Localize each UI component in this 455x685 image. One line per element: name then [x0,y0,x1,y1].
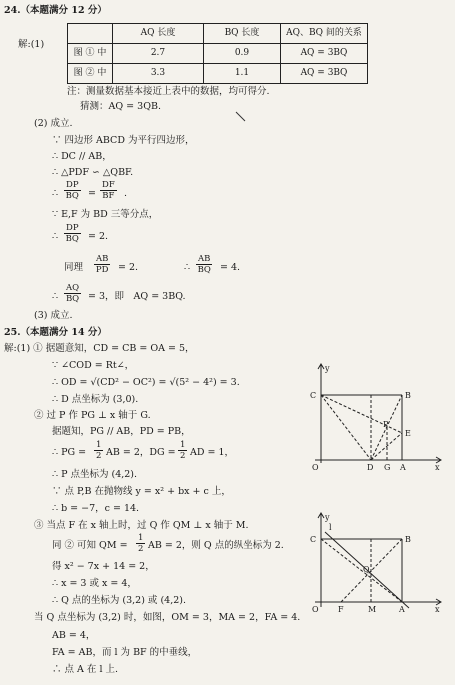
q24-note: 注：测量数据基本接近上表中的数据，均可得分. [67,86,270,97]
q25-line-12-prefix: 同 ② 可知 QM = [52,540,128,551]
q24-part2: (2) 成立. [34,118,73,129]
q24-line-3: ∴ △PDF ∽ △QBF. [52,167,134,178]
table-cell: AQ = 3BQ [281,64,368,84]
table-cell: 1.1 [204,64,281,84]
figure-1-label: D [367,463,374,472]
q25-line-13: 得 x² − 7x + 14 = 2， [52,561,155,572]
q25-line-18: FA = AB，而 l 为 BF 的中垂线， [52,647,198,658]
q24-line-8-prefix: ∴ [52,291,59,302]
q25-heading: 25.（本题满分 14 分） [4,327,107,338]
numerator: 1 [96,440,102,450]
figure-1-label: P [383,420,389,429]
table-header-cell: AQ 长度 [113,24,204,44]
table-row [68,44,368,64]
q24-line-2: ∴ DC // AB， [52,151,112,162]
figure-2-diagram [305,512,445,617]
denominator: BQ [197,264,211,275]
figure-1-label: O [312,463,319,472]
q25-line-12-tail: AB = 2，则 Q 点的纵坐标为 2. [148,540,284,551]
figure-2-label: C [310,535,317,544]
figure-2-label: B [405,535,411,544]
table-cell: 图 ① 中 [68,44,113,64]
numerator: 1 [138,533,144,543]
figure-1-label: B [405,391,411,400]
q25-line-19: ∴ 点 A 在 l 上. [52,664,119,675]
figure-2-label: x [435,605,440,614]
table-cell: 图 ② 中 [68,64,113,84]
denominator: BQ [65,233,79,244]
figure-2-label: l [329,523,332,532]
fraction-aq-bq [64,284,81,303]
q24-line-6-tail: = 2. [88,231,109,242]
fraction-dp-bq-2 [64,224,81,243]
table-row [68,64,368,84]
fraction-half-3 [136,534,145,553]
q24-part3: (3) 成立. [34,310,73,321]
q24-heading: 24.（本题满分 12 分） [4,5,107,16]
denominator: PD [95,264,109,275]
denominator: 2 [138,543,144,554]
denominator: BF [102,190,115,201]
figure-2-label: Q [363,565,370,574]
numerator: AB [96,254,109,264]
figure-1-label: x [435,463,440,472]
q25-line-2: ∵ ∠COD = Rt∠， [52,360,135,371]
q24-part1-label: 解:(1) [18,39,45,50]
fraction-dp-bq [64,181,81,200]
q24-line-7-tail-a: = 2. [118,262,139,273]
q24-line-1: ∵ 四边形 ABCD 为平行四边形， [52,135,195,146]
q25-line-7-mid: AB = 2，DG = [106,447,176,458]
denominator: BQ [65,190,79,201]
q25-line-1: 解:(1) ① 据题意知，CD = CB = OA = 5， [4,343,195,354]
figure-2-label: O [312,605,319,614]
q25-line-15: ∴ Q 点的坐标为 (3,2) 或 (4,2). [52,595,186,606]
q25-line-8: ∴ P 点坐标为 (4,2). [52,469,138,480]
figure-1-label: G [384,463,391,472]
table-header-cell [68,24,113,44]
table-header-cell: BQ 长度 [204,24,281,44]
q24-line-5: ∵ E,F 为 BD 三等分点， [52,209,159,220]
measurement-table [67,23,368,84]
q25-line-17: AB = 4， [52,630,96,641]
figure-1-diagram [305,363,445,478]
numerator: DP [66,223,79,233]
q24-line-7-tail-b: = 4. [220,262,241,273]
numerator: 1 [180,440,186,450]
q25-line-5: ② 过 P 作 PG ⊥ x 轴于 G. [34,410,151,421]
q25-line-6: 据题知，PG // AB，PD = PB， [52,426,191,437]
q25-line-14: ∴ x = 3 或 x = 4， [52,578,137,589]
table-cell: 2.7 [113,44,204,64]
q24-line-7-mid: ∴ [184,262,191,273]
q25-line-16: 当 Q 点坐标为 (3,2) 时，如图，OM = 3，MA = 2，FA = 4. [34,612,301,623]
q25-line-9: ∵ 点 P,B 在抛物线 y = x² + bx + c 上， [52,486,231,497]
fraction-ab-bq [196,255,212,274]
fraction-df-bf [100,181,117,200]
numerator: AB [198,254,211,264]
figure-1-label: A [400,463,406,472]
denominator: 2 [180,450,186,461]
numerator: AQ [66,283,80,293]
figure-1-label: E [405,429,411,438]
q24-line-6-prefix: ∴ [52,231,59,242]
denominator: BQ [65,293,80,304]
numerator: DP [66,180,79,190]
fraction-ab-pd [94,255,110,274]
table-header-row [68,24,368,44]
table-header-cell: AQ、BQ 间的关系 [281,24,368,44]
q25-line-3: ∴ OD = √(CD² − OC²) = √(5² − 4²) = 3. [52,377,240,388]
denominator: 2 [96,450,102,461]
q25-line-4: ∴ D 点坐标为 (3,0). [52,394,139,405]
q24-line-8-tail: = 3，即 AQ = 3BQ. [88,291,186,302]
q25-line-10: ∴ b = −7，c = 14. [52,503,140,514]
figure-2-label: y [325,513,330,522]
q24-guess: 猜测：AQ = 3QB. [80,101,161,112]
figure-1-label: C [310,391,317,400]
figure-2-label: M [368,605,377,614]
q25-line-7-prefix: ∴ PG = [52,447,87,458]
q25-line-11: ③ 当点 F 在 x 轴上时，过 Q 作 QM ⊥ x 轴于 M. [34,520,249,531]
numerator: DF [102,180,115,190]
figure-2-label: A [399,605,405,614]
figure-1-label: y [325,364,330,373]
stray-pen-mark [234,110,248,124]
period: . [124,188,128,199]
table-cell: AQ = 3BQ [281,44,368,64]
table-cell: 3.3 [113,64,204,84]
q24-line-4-prefix: ∴ [52,188,59,199]
equals-sign: = [88,188,96,199]
fraction-half-1 [94,441,103,460]
figure-2-label: F [338,605,344,614]
q24-line-7-prefix: 同理 [64,262,84,273]
q25-line-7-tail: AD = 1， [190,447,235,458]
table-cell: 0.9 [204,44,281,64]
fraction-half-2 [178,441,187,460]
